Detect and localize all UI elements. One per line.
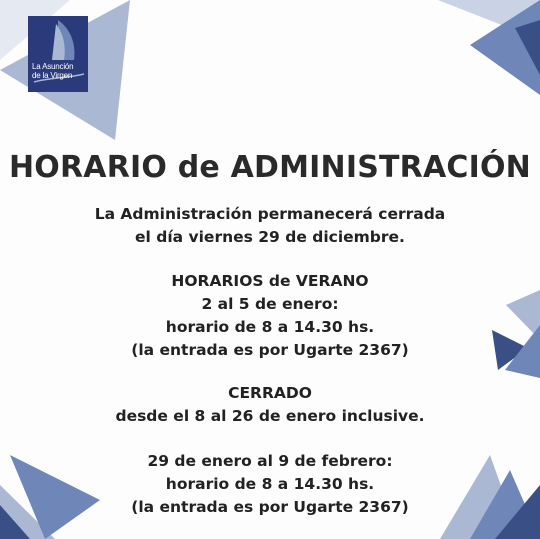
logo-line-1: La Asunción [32, 62, 74, 71]
february-entrance: (la entrada es por Ugarte 2367) [131, 498, 409, 516]
summer-heading: HORARIOS de VERANO [171, 272, 369, 290]
page-title: HORARIO de ADMINISTRACIÓN [9, 150, 531, 185]
sail-icon [28, 16, 88, 92]
closed-dates: desde el 8 al 26 de enero inclusive. [115, 407, 425, 425]
closed-heading: CERRADO [228, 384, 312, 402]
school-logo [28, 16, 88, 92]
notice-line-2: el día viernes 29 de diciembre. [135, 228, 405, 246]
logo-text [32, 62, 88, 80]
february-hours: horario de 8 a 14.30 hs. [165, 475, 375, 493]
february-dates: 29 de enero al 9 de febrero: [147, 452, 393, 470]
logo-line-2: de la Virgen [32, 71, 73, 80]
notice-line-1: La Administración permanecerá cerrada [94, 205, 446, 223]
summer-dates: 2 al 5 de enero: [201, 295, 339, 313]
summer-entrance: (la entrada es por Ugarte 2367) [131, 341, 409, 359]
summer-hours: horario de 8 a 14.30 hs. [165, 318, 375, 336]
